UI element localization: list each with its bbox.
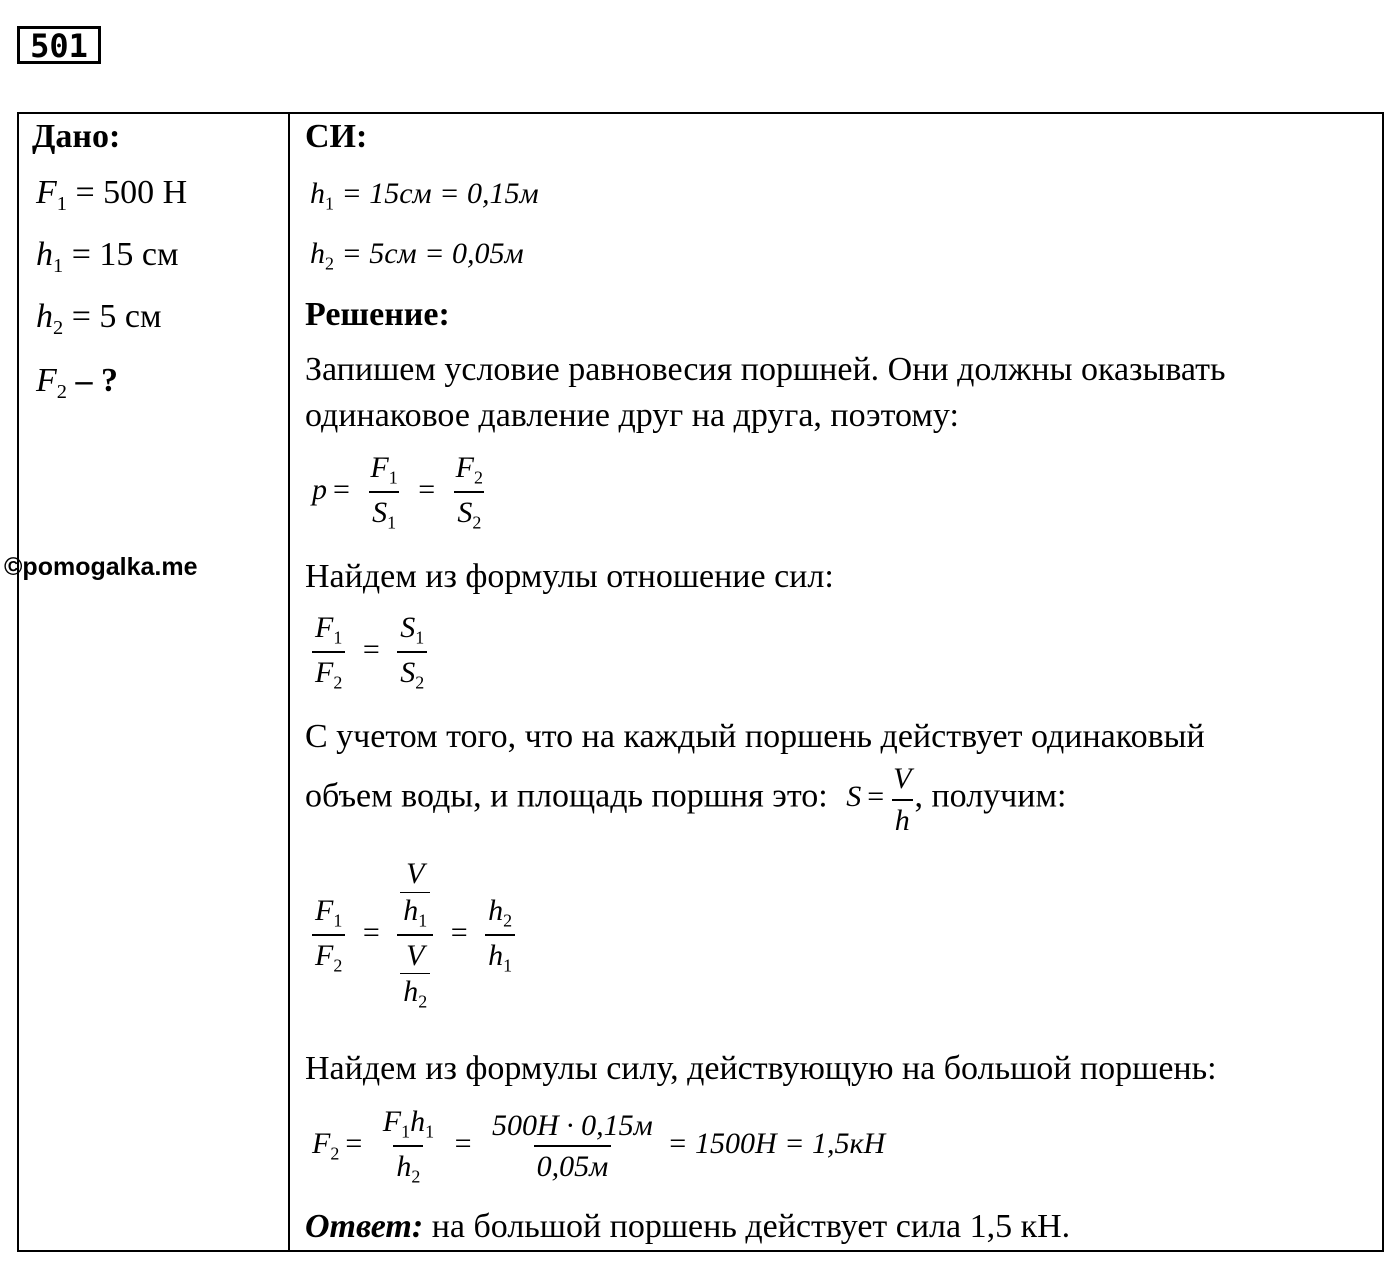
paragraph-2: Найдем из формулы отношение сил: — [305, 558, 834, 595]
given-f1: $F_1 = 500$ Н — [36, 174, 188, 216]
given-h1: $h_1 = 15$ см — [36, 236, 179, 278]
column-divider — [288, 112, 290, 1252]
si-h2: $h_2 = 5см = 0,05м$ — [310, 237, 524, 274]
paragraph-1-line-2: одинаковое давление друг на друга, поэтому: — [305, 397, 959, 434]
answer: Ответ: на большой поршень действует сила 1,5 кН. — [305, 1208, 1071, 1245]
formula-area: S = $\frac{V}{h}$ — [846, 762, 912, 837]
watermark: ©pomogalka.me — [4, 553, 198, 581]
paragraph-3-line-1: С учетом того, что на каждый поршень действует одинаковый — [305, 718, 1205, 755]
paragraph-4: Найдем из формулы силу, действующую на большой поршень: — [305, 1050, 1217, 1087]
si-h1: $h_1 = 15см = 0,15м$ — [310, 177, 539, 214]
paragraph-3-line-2: объем воды, и площадь поршня это: S = $\frac{V}{h}$ , получим: — [305, 762, 1067, 837]
formula-ratio-volume: $\frac{F_1}{F_2}$ = $\frac{\frac{V}{h_1}}{\frac{V}{h_2}}$ = $\frac{h_2}{h_1}$ — [308, 858, 519, 1011]
solution-header: Решение: — [305, 296, 450, 333]
formula-final-calculation: $F_2$ = $\frac{F_1h_1}{h_2}$ = $\frac{500Н \cdot 0,15м}{0,05м}$ = 1500Н = 1,5кН — [312, 1105, 886, 1187]
formula-force-ratio: $\frac{F_1}{F_2}$ = $\frac{S_1}{S_2}$ — [308, 612, 431, 692]
si-header: СИ: — [305, 118, 368, 155]
paragraph-1-line-1: Запишем условие равновесия поршней. Они должны оказывать — [305, 351, 1226, 388]
given-header: Дано: — [32, 118, 121, 155]
given-f2-unknown: $F_2$ – ? — [36, 362, 118, 404]
given-h2: $h_2 = 5$ см — [36, 298, 162, 340]
problem-number: 501 — [17, 26, 101, 64]
formula-pressure-equality: p = $\frac{F_1}{S_1}$ = $\frac{F_2}{S_2}$ — [312, 451, 483, 533]
